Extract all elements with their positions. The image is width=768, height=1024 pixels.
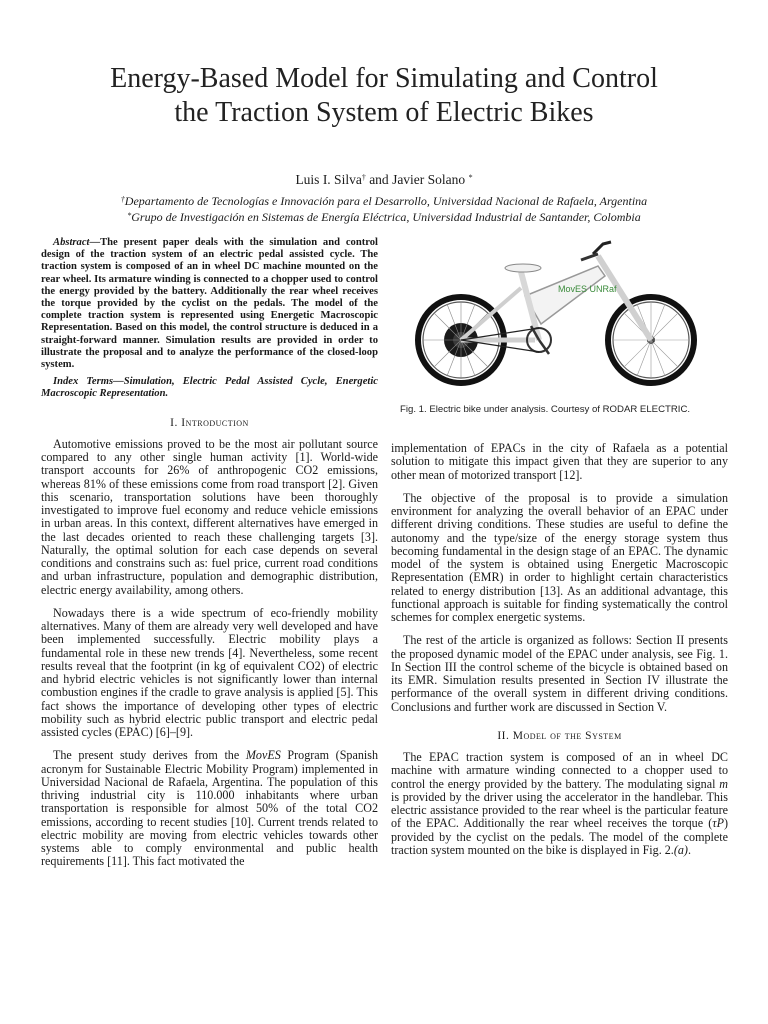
index-terms: [41, 376, 378, 400]
title-line-2: the Traction System of Electric Bikes: [174, 97, 594, 128]
affiliation-1: [0, 194, 768, 210]
intro-paragraph-2: Nowadays there is a wide spectrum of eco-friendly mobility alternatives. Many of them are already very well developed and have been implemented successfully. Electric mobility plays a fundamental role in these new trends [4]. Nevertheless, some recent results reveal that the footprint (in kg of equivalent CO2) of electric and hybrid electric vehicles is not significantly lower than internal combustion engines if the cradle to grave analysis is applied [5]. This fact shows the importance of developing other types of electric mobility such as hybrid electric public transport and electric pedal assisted cycles (EPAC) [6]–[9].: [41, 605, 378, 740]
intro-p3-part-a: The present study derives from the: [53, 748, 246, 763]
affiliation-1-text: Departamento de Tecnologías e Innovación para el Desarrollo, Universidad Nacional de Rafaela, Argentina: [124, 194, 648, 208]
bike-frame: [461, 242, 651, 354]
affiliation-1-mark: †: [120, 195, 125, 204]
model-p1-fig-ref: (a): [673, 842, 688, 857]
intro-p3-program-name: MovES: [245, 748, 281, 763]
electric-bike-image: [393, 236, 728, 391]
author-1: Luis I. Silva: [295, 172, 362, 187]
intro-p3-part-b: Program (Spanish acronym for Sustainable Electric Mobility Program) implemented in Universidad Nacional de Rafaela, Argentina. The population of this thriving industrial city is 110.000 inhabitants where urban transportation is responsible for almost 50% of the total CO2 emissions, according to recent studies [10]. Current trends related to electric mobility are moving from electric vehicles towards other systems able to comply environmental and public health requirements [11]. This fact motivated the: [41, 748, 378, 869]
abstract-text: —The present paper deals with the simulation and control design of the traction system of an electric pedal assisted cycle. The traction system is composed of an in wheel DC machine mounted on the rear wheel. Its armature winding is connected to a chopper used to control the energy provided by the battery. Additionally the rear wheel receives the torque provided by the cyclist on the pedals. The model of the complete traction system is represented using Energetic Macroscopic Representation. Based on this model, the control structure is deduced in a straight-forward manner. Simulation results are provided in order to illustrate the proposal and to analyze the performance of the closed-loop system.: [41, 237, 378, 371]
intro-paragraph-1: Automotive emissions proved to be the most air pollutant source compared to any other single human activity [1]. World-wide transport accounts for 26% of anthropogenic CO2 emissions, whereas 81% of these emissions come from road transport [2]. Given this scenario, transportation solutions have been thoroughly investigated to improve fuel economy and reduce vehicle emissions in urban areas. In this context, different alternatives have emerged in the last decades oriented to reach these challenging targets [3]. Naturally, the optimal solution for each case depends on several conditions and constrains such as: fuel price, current road conditions and urban infrastructure, population and demographic distribution, electric energy availability, among others.: [41, 436, 378, 597]
model-p1-torque-symbol: τP: [712, 816, 724, 831]
affiliation-2: [0, 210, 768, 226]
model-p1-part-b: is provided by the driver using the accelerator in the handlebar. This electric assistance provided to the rear wheel is the particular feature of the EPAC. Additionally the rear wheel receives the torque (: [391, 789, 728, 831]
model-paragraph-1: [391, 751, 728, 857]
author-and: and: [369, 172, 389, 187]
paper-title: [40, 62, 728, 130]
intro-paragraph-3: [41, 749, 378, 868]
right-paragraph-3: The rest of the article is organized as follows: Section II presents the proposed dynamic model of the EPAC under analysis, see Fig. 1. In Section III the control scheme of the bicycle is obtained based on its EMR. Simulation results presented in Section IV illustrate the performance of the overall system in different driving conditions. Conclusions and further work are discussed in Section V.: [391, 633, 728, 714]
section-heading-introduction: I. Introduction: [170, 416, 249, 429]
index-terms-label: Index Terms: [53, 376, 114, 388]
frame-logo-text: MovES UNRaf: [558, 284, 617, 294]
author-2: Javier Solano: [392, 172, 466, 187]
model-p1-part-c: ) provided by the cyclist on the pedals. The model of the complete traction system mounted on the bike is displayed in Fig. 2.: [391, 816, 728, 857]
affiliations: [0, 194, 768, 225]
figure-electric-bike: [393, 236, 728, 391]
left-column: [41, 237, 378, 879]
abstract-label: Abstract: [53, 237, 90, 248]
section-heading-model: II. Model of the System: [497, 729, 622, 742]
title-line-1: Energy-Based Model for Simulating and Control: [110, 63, 658, 94]
model-p1-signal-m: m: [719, 776, 728, 791]
author-line: [0, 172, 768, 188]
right-paragraph-1: implementation of EPACs in the city of Rafaela as a potential solution to mitigate this impact given that they are superior to any other mean of motorized transport [12].: [391, 441, 728, 482]
model-p1-part-a: The EPAC traction system is composed of an in wheel DC machine with armature winding connected to a chopper used to control the energy provided by the battery. The modulating signal: [391, 750, 728, 791]
index-terms-text: —Simulation, Electric Pedal Assisted Cycle, Energetic Macroscopic Representation.: [41, 376, 378, 400]
right-column: [391, 442, 728, 867]
figure-caption: Fig. 1. Electric bike under analysis. Courtesy of RODAR ELECTRIC.: [400, 404, 691, 415]
author-1-mark: †: [361, 173, 366, 182]
right-paragraph-2: The objective of the proposal is to provide a simulation environment for analyzing the overall behavior of an EPAC under different driving conditions. These studies are useful to define the autonomy and the type/size of the energy storage system thus becoming fundamental in the design stage of an EPAC. The dynamic model of the system is obtained using Energetic Macroscopic Representation (EMR) in order to highlight certain characteristics related to energy distribution [13]. As an additional advantage, this functional approach is suitable for finding systematically the control schemes for complex energetic systems.: [391, 490, 728, 624]
abstract: [41, 237, 378, 371]
affiliation-2-mark: *: [127, 210, 132, 220]
author-2-mark: *: [468, 173, 473, 182]
model-p1-part-d: .: [687, 842, 691, 857]
affiliation-2-text: Grupo de Investigación en Sistemas de Energía Eléctrica, Universidad Industrial de Santander, Colombia: [131, 209, 641, 224]
